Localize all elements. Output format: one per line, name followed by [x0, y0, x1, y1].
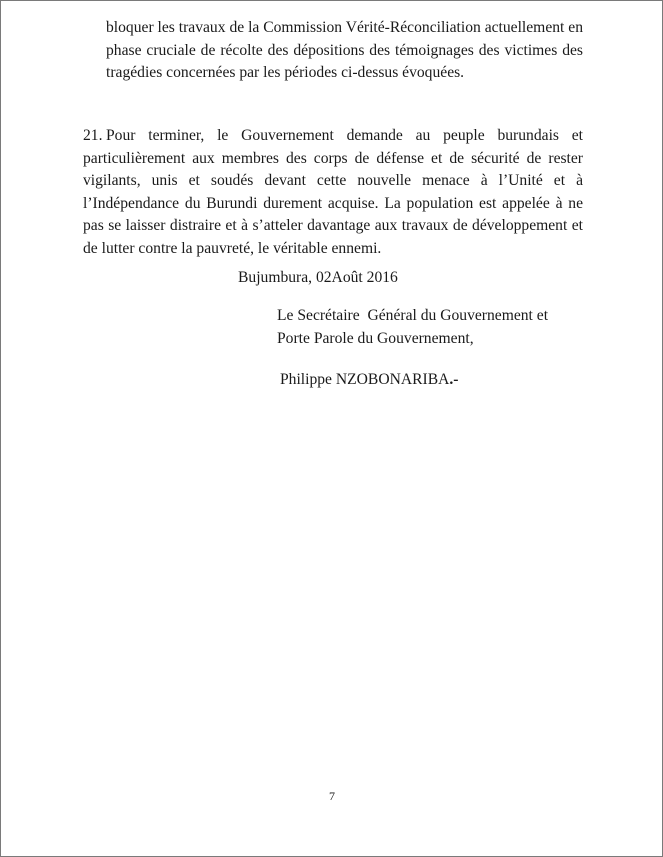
paragraph-21: [83, 125, 583, 260]
signatory-name: [280, 369, 458, 392]
signatory-title-line-1: Le Secrétaire Général du Gouvernement et: [277, 307, 549, 324]
paragraph-number: 21.: [83, 127, 103, 144]
signatory-name-text: Philippe NZOBONARIBA: [280, 371, 450, 388]
place-date: [238, 267, 398, 290]
page-number: 7: [329, 789, 335, 803]
continuation-paragraph-text: bloquer les travaux de la Commission Vérité-Réconciliation actuellement en phase cruciale de récolte des dépositions des témoignages des victimes des tragédies concernées par les périodes ci-dessus évoquées.: [106, 19, 583, 81]
continuation-paragraph: [106, 17, 583, 85]
signatory-title-line-2: Porte Parole du Gouvernement,: [277, 329, 474, 347]
paragraph-21-text: Pour terminer, le Gouvernement demande au peuple burundais et particulièrement aux membres des corps de défense et de sécurité de rester vigilants, unis et soudés devant cette nouvelle menace à l’Unité et à l’Indépendance du Burundi durement acquise. La population est appelée à ne pas se laisser distraire et à s’atteler davantage aux travaux de développement et de lutter contre la pauvreté, le véritable ennemi.: [83, 127, 583, 257]
signatory-title: [277, 305, 548, 350]
place-date-text: Bujumbura, 02Août 2016: [238, 269, 398, 286]
signatory-name-suffix: .-: [449, 371, 459, 388]
